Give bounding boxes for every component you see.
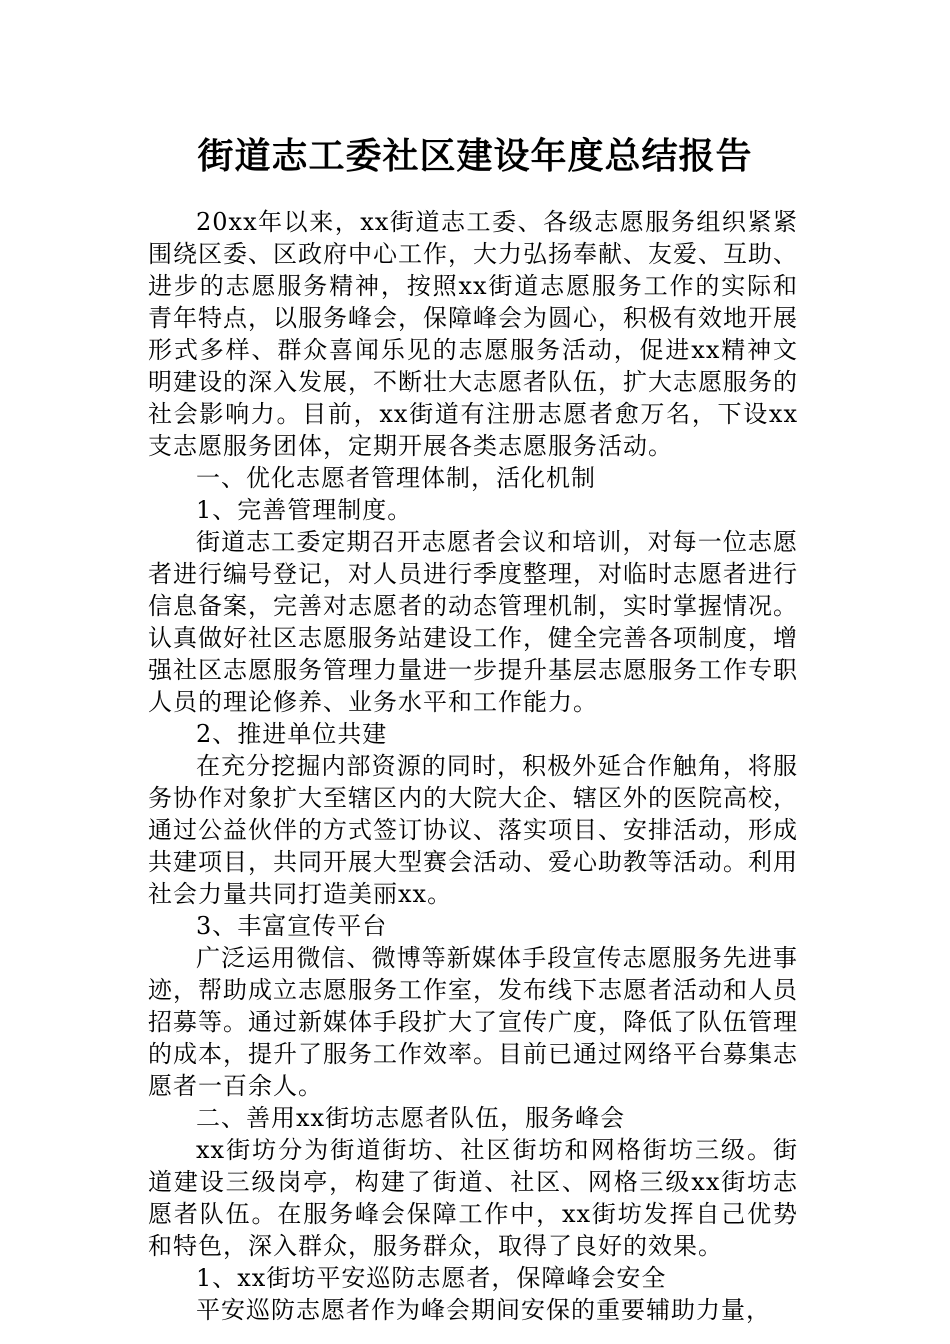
paragraph-management: 街道志工委定期召开志愿者会议和培训，对每一位志愿者进行编号登记，对人员进行季度整理，对临时志愿者进行信息备案，完善对志愿者的动态管理机制，实时掌握情况。认真做好社区志愿服务站建设工作，健全完善各项制度，增强社区志愿服务管理力量进一步提升基层志愿服务工作专职人员的理论修养、业务水平和工作能力。 <box>148 528 798 716</box>
subsection-heading-2-1: 1、xx街坊平安巡防志愿者，保障峰会安全 <box>196 1264 667 1292</box>
paragraph-neighbors: xx街坊分为街道街坊、社区街坊和网格街坊三级。街道建设三级岗亭，构建了街道、社区、网格三级xx街坊志愿者队伍。在服务峰会保障工作中，xx街坊发挥自己优势和特色，深入群众，服务群众，取得了良好的效果。 <box>148 1136 798 1260</box>
paragraph-intro: 20xx年以来，xx街道志工委、各级志愿服务组织紧紧围绕区委、区政府中心工作，大力弘扬奉献、友爱、互助、进步的志愿服务精神，按照xx街道志愿服务工作的实际和青年特点，以服务峰会，保障峰会为圆心，积极有效地开展形式多样、群众喜闻乐见的志愿服务活动，促进xx精神文明建设的深入发展，不断壮大志愿者队伍，扩大志愿服务的社会影响力。目前，xx街道有注册志愿者愈万名，下设xx支志愿服务团体，定期开展各类志愿服务活动。 <box>148 208 798 460</box>
paragraph-publicity: 广泛运用微信、微博等新媒体手段宣传志愿服务先进事迹，帮助成立志愿服务工作室，发布线下志愿者活动和人员招募等。通过新媒体手段扩大了宣传广度，降低了队伍管理的成本，提升了服务工作效率。目前已通过网络平台募集志愿者一百余人。 <box>148 944 798 1100</box>
subsection-heading-1-2: 2、推进单位共建 <box>196 720 388 748</box>
subsection-heading-1-3: 3、丰富宣传平台 <box>196 912 388 940</box>
document-body <box>148 206 798 1326</box>
subsection-heading-1-1: 1、完善管理制度。 <box>196 496 413 524</box>
paragraph-patrol: 平安巡防志愿者作为峰会期间安保的重要辅助力量， <box>196 1296 771 1324</box>
section-heading-1: 一、优化志愿者管理体制，活化机制 <box>196 464 596 492</box>
section-heading-2: 二、善用xx街坊志愿者队伍，服务峰会 <box>196 1104 626 1132</box>
paragraph-cooperation: 在充分挖掘内部资源的同时，积极外延合作触角，将服务协作对象扩大至辖区内的大院大企、辖区外的医院高校，通过公益伙伴的方式签订协议、落实项目、安排活动，形成共建项目，共同开展大型赛会活动、爱心助教等活动。利用社会力量共同打造美丽xx。 <box>148 752 798 908</box>
document-title: 街道志工委社区建设年度总结报告 <box>197 135 753 177</box>
